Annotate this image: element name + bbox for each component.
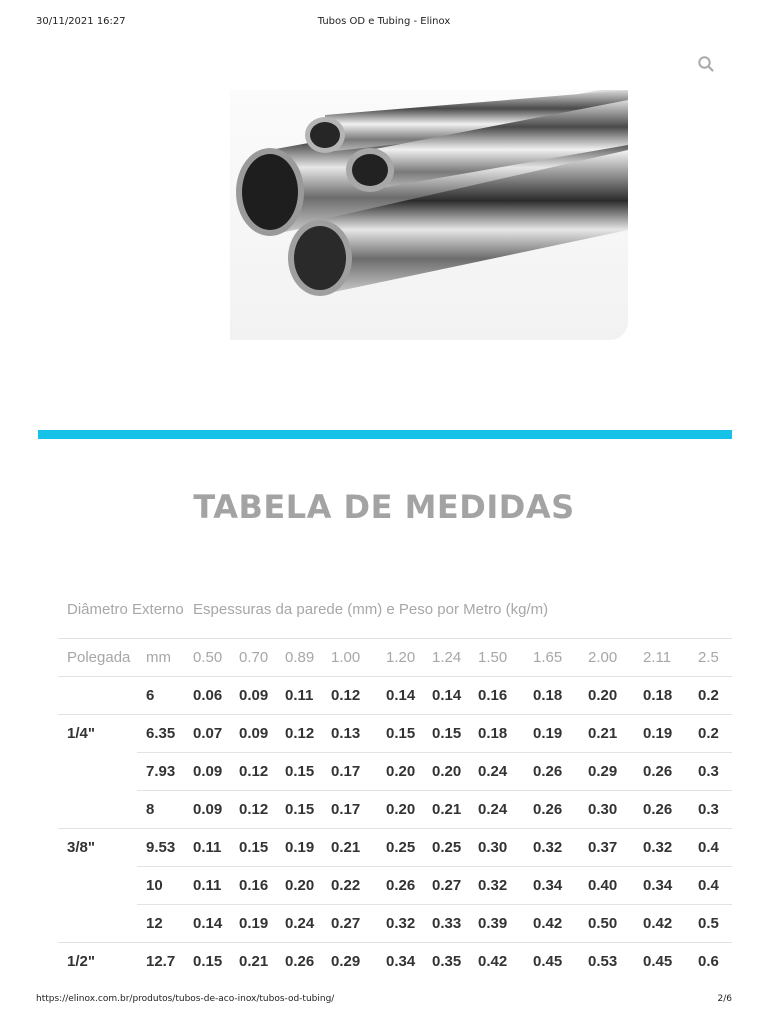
weight-cell: 0.17 — [331, 753, 386, 791]
print-header — [0, 14, 768, 34]
weight-cell: 0.50 — [588, 905, 643, 943]
weight-cell: 0.26 — [533, 791, 588, 829]
mm-cell: 8 — [137, 791, 193, 829]
weight-cell: 0.2 — [698, 715, 732, 753]
polegada-cell: 3/8" — [58, 829, 137, 867]
weight-cell: 0.5 — [698, 905, 732, 943]
weight-cell: 0.19 — [533, 715, 588, 753]
weight-cell: 0.26 — [533, 753, 588, 791]
weight-cell: 0.45 — [643, 943, 698, 981]
weight-cell: 0.24 — [478, 753, 533, 791]
weight-cell: 0.09 — [193, 791, 239, 829]
weight-cell: 0.12 — [239, 753, 285, 791]
polegada-cell — [58, 905, 137, 943]
print-footer — [0, 994, 768, 1010]
weight-cell: 0.20 — [285, 867, 331, 905]
weight-cell: 0.19 — [285, 829, 331, 867]
weight-cell: 0.17 — [331, 791, 386, 829]
weight-cell: 0.15 — [432, 715, 478, 753]
mm-cell: 7.93 — [137, 753, 193, 791]
measurements-table-container — [58, 580, 732, 992]
weight-cell: 0.21 — [331, 829, 386, 867]
weight-cell: 0.27 — [331, 905, 386, 943]
weight-cell: 0.6 — [698, 943, 732, 981]
polegada-cell — [58, 677, 137, 715]
weight-cell: 0.15 — [285, 753, 331, 791]
weight-cell: 0.20 — [588, 677, 643, 715]
weight-cell: 0.15 — [386, 715, 432, 753]
weight-cell: 0.32 — [643, 829, 698, 867]
weight-cell: 0.26 — [643, 753, 698, 791]
weight-cell: 0.25 — [386, 829, 432, 867]
weight-cell: 0.20 — [432, 753, 478, 791]
weight-cell: 0.4 — [698, 829, 732, 867]
espessuras-header: Espessuras da parede (mm) e Peso por Metro (kg/m) — [193, 600, 549, 618]
section-title: TABELA DE MEDIDAS — [193, 488, 575, 526]
weight-cell: 0.40 — [588, 867, 643, 905]
thickness-header: 1.24 — [432, 639, 478, 677]
weight-cell: 0.25 — [432, 829, 478, 867]
weight-cell: 0.32 — [533, 829, 588, 867]
weight-cell: 0.13 — [331, 715, 386, 753]
weight-cell: 0.34 — [533, 867, 588, 905]
weight-cell: 0.21 — [588, 715, 643, 753]
weight-cell: 0.14 — [386, 677, 432, 715]
weight-cell: 0.18 — [478, 715, 533, 753]
table-row — [58, 715, 732, 753]
weight-cell: 0.34 — [643, 867, 698, 905]
weight-cell: 0.32 — [386, 905, 432, 943]
thickness-header: 2.00 — [588, 639, 643, 677]
weight-cell: 0.12 — [331, 677, 386, 715]
thickness-header: 0.89 — [285, 639, 331, 677]
mm-cell: 9.53 — [137, 829, 193, 867]
page-url: https://elinox.com.br/produtos/tubos-de-aco-inox/tubos-od-tubing/ — [36, 994, 335, 1004]
mm-header: mm — [137, 639, 193, 677]
thickness-header: 1.65 — [533, 639, 588, 677]
product-image — [230, 90, 628, 340]
table-row — [58, 943, 732, 981]
weight-cell: 0.14 — [193, 905, 239, 943]
weight-cell: 0.19 — [239, 905, 285, 943]
polegada-cell — [58, 791, 137, 829]
weight-cell: 0.21 — [432, 791, 478, 829]
polegada-cell: 1/2" — [58, 943, 137, 981]
weight-cell: 0.15 — [239, 829, 285, 867]
page-number: 2/6 — [717, 994, 732, 1004]
thickness-header: 1.00 — [331, 639, 386, 677]
weight-cell: 0.14 — [432, 677, 478, 715]
table-header-row-2 — [58, 639, 732, 677]
weight-cell: 0.24 — [478, 791, 533, 829]
weight-cell: 0.35 — [432, 943, 478, 981]
weight-cell: 0.09 — [193, 753, 239, 791]
weight-cell: 0.15 — [285, 791, 331, 829]
table-body — [58, 677, 732, 981]
polegada-cell: 1/4" — [58, 715, 137, 753]
table-row — [58, 905, 732, 943]
thickness-header: 0.50 — [193, 639, 239, 677]
weight-cell: 0.27 — [432, 867, 478, 905]
table-row — [58, 829, 732, 867]
weight-cell: 0.53 — [588, 943, 643, 981]
weight-cell: 0.07 — [193, 715, 239, 753]
weight-cell: 0.06 — [193, 677, 239, 715]
weight-cell: 0.11 — [193, 829, 239, 867]
search-button[interactable] — [697, 55, 717, 75]
weight-cell: 0.37 — [588, 829, 643, 867]
weight-cell: 0.16 — [478, 677, 533, 715]
weight-cell: 0.42 — [533, 905, 588, 943]
weight-cell: 0.20 — [386, 791, 432, 829]
print-date: 30/11/2021 16:27 — [36, 16, 126, 27]
weight-cell: 0.15 — [193, 943, 239, 981]
weight-cell: 0.18 — [533, 677, 588, 715]
weight-cell: 0.4 — [698, 867, 732, 905]
weight-cell: 0.42 — [643, 905, 698, 943]
table-row — [58, 677, 732, 715]
weight-cell: 0.2 — [698, 677, 732, 715]
weight-cell: 0.26 — [285, 943, 331, 981]
weight-cell: 0.09 — [239, 715, 285, 753]
print-title: Tubos OD e Tubing - Elinox — [317, 16, 451, 27]
thickness-header: 2.5 — [698, 639, 732, 677]
table-row — [58, 791, 732, 829]
weight-cell: 0.12 — [285, 715, 331, 753]
weight-cell: 0.12 — [239, 791, 285, 829]
weight-cell: 0.30 — [478, 829, 533, 867]
weight-cell: 0.19 — [643, 715, 698, 753]
mm-cell: 12 — [137, 905, 193, 943]
accent-divider — [38, 430, 732, 439]
weight-cell: 0.3 — [698, 791, 732, 829]
thickness-header: 1.50 — [478, 639, 533, 677]
thickness-header: 1.20 — [386, 639, 432, 677]
weight-cell: 0.09 — [239, 677, 285, 715]
weight-cell: 0.18 — [643, 677, 698, 715]
weight-cell: 0.42 — [478, 943, 533, 981]
weight-cell: 0.26 — [643, 791, 698, 829]
mm-cell: 6.35 — [137, 715, 193, 753]
weight-cell: 0.33 — [432, 905, 478, 943]
mm-cell: 10 — [137, 867, 193, 905]
weight-cell: 0.29 — [588, 753, 643, 791]
weight-cell: 0.3 — [698, 753, 732, 791]
search-icon — [697, 55, 715, 73]
table-header-row-1 — [58, 580, 732, 639]
weight-cell: 0.11 — [285, 677, 331, 715]
mm-cell: 12.7 — [137, 943, 193, 981]
polegada-header: Polegada — [58, 639, 137, 677]
weight-cell: 0.39 — [478, 905, 533, 943]
mm-cell: 6 — [137, 677, 193, 715]
thickness-header: 2.11 — [643, 639, 698, 677]
table-row — [58, 753, 732, 791]
weight-cell: 0.24 — [285, 905, 331, 943]
weight-cell: 0.16 — [239, 867, 285, 905]
polegada-cell — [58, 867, 137, 905]
weight-cell: 0.21 — [239, 943, 285, 981]
diametro-header: Diâmetro Externo — [67, 600, 184, 618]
weight-cell: 0.22 — [331, 867, 386, 905]
polegada-cell — [58, 753, 137, 791]
weight-cell: 0.11 — [193, 867, 239, 905]
weight-cell: 0.26 — [386, 867, 432, 905]
weight-cell: 0.30 — [588, 791, 643, 829]
weight-cell: 0.29 — [331, 943, 386, 981]
weight-cell: 0.34 — [386, 943, 432, 981]
weight-cell: 0.45 — [533, 943, 588, 981]
measurements-table — [58, 580, 732, 980]
thickness-header: 0.70 — [239, 639, 285, 677]
table-row — [58, 867, 732, 905]
weight-cell: 0.20 — [386, 753, 432, 791]
weight-cell: 0.32 — [478, 867, 533, 905]
